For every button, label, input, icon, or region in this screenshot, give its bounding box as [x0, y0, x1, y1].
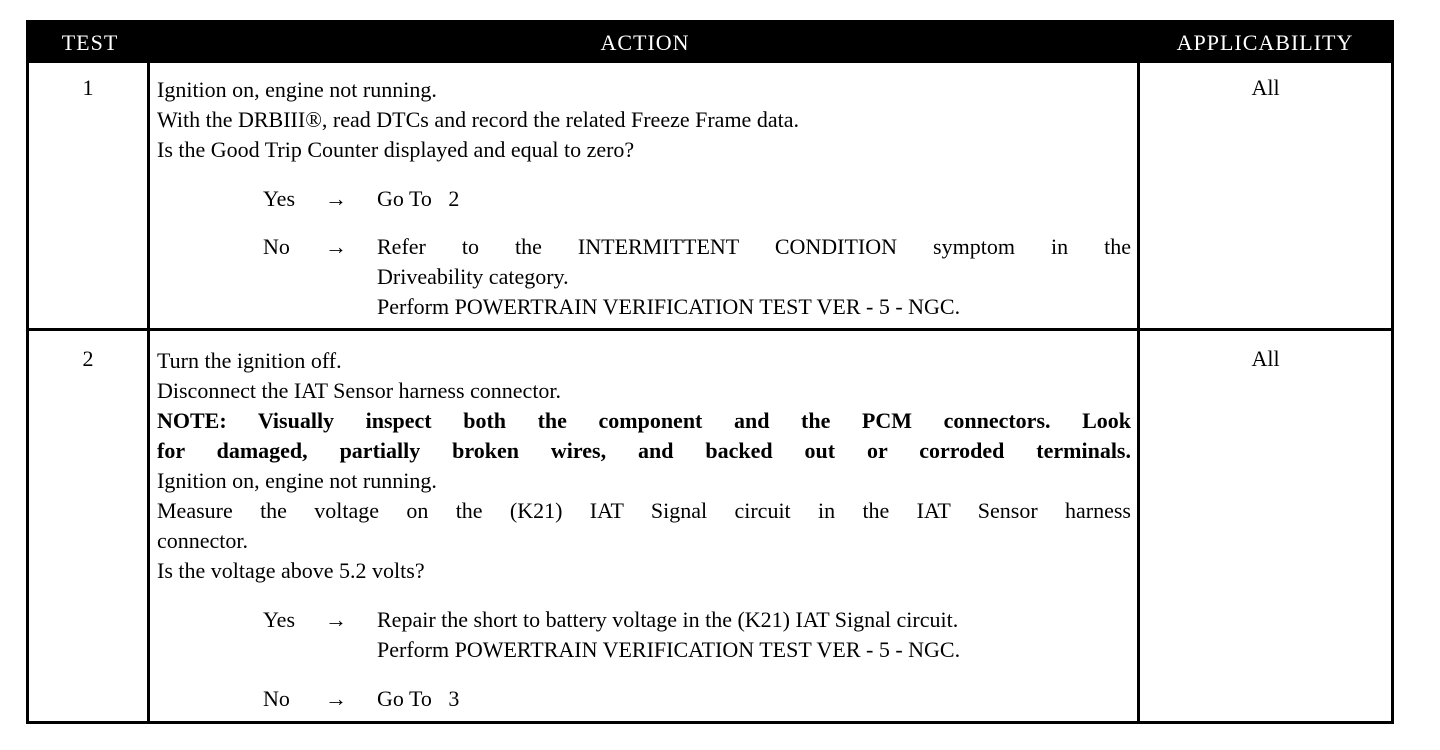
action-line: Ignition on, engine not running.	[157, 77, 437, 102]
action-line: Disconnect the IAT Sensor harness connector.	[157, 378, 562, 403]
arrow-icon: →	[325, 686, 347, 711]
branch-yes	[157, 605, 1131, 665]
action-line: Is the Good Trip Counter displayed and equal to zero?	[157, 137, 635, 162]
header-test: TEST	[61, 30, 119, 55]
branch-line: Driveability category.	[377, 264, 569, 289]
branch-no	[157, 684, 1131, 714]
table-header	[29, 23, 1391, 63]
branch-body	[377, 232, 1131, 322]
branch-yes	[157, 184, 1131, 214]
action-cell	[157, 75, 1131, 322]
action-line: Measure the voltage on the (K21) IAT Signal circuit in the IAT Sensor harness	[157, 498, 1131, 523]
action-line: Is the voltage above 5.2 volts?	[157, 558, 425, 583]
action-line: Turn the ignition off.	[157, 348, 342, 373]
branch-body	[377, 184, 1131, 214]
action-line: connector.	[157, 528, 249, 553]
action-line: Ignition on, engine not running.	[157, 468, 437, 493]
applicability-value: All	[1251, 75, 1280, 100]
branch-no	[157, 232, 1131, 322]
arrow-icon: →	[325, 607, 347, 632]
table-row	[29, 63, 1391, 331]
branch-body	[377, 605, 1131, 665]
branch-line: Perform POWERTRAIN VERIFICATION TEST VER - 5 - NGC.	[377, 294, 961, 319]
note-line: NOTE: Visually inspect both the component and the PCM connectors. Look	[157, 408, 1131, 433]
action-line: With the DRBIII®, read DTCs and record the related Freeze Frame data.	[157, 107, 799, 132]
branch-line: Go To 3	[377, 686, 460, 711]
arrow-icon: →	[325, 234, 347, 259]
branch-line: Refer to the INTERMITTENT CONDITION symptom in the	[377, 234, 1131, 259]
branch-label: Yes	[263, 186, 296, 211]
table-row	[29, 334, 1391, 724]
branch-line: Perform POWERTRAIN VERIFICATION TEST VER - 5 - NGC.	[377, 637, 961, 662]
arrow-icon: →	[325, 186, 347, 211]
branch-label: No	[263, 686, 290, 711]
test-number: 2	[82, 346, 94, 371]
header-applicability: APPLICABILITY	[1176, 30, 1354, 55]
applicability-value: All	[1251, 346, 1280, 371]
test-number: 1	[82, 75, 94, 100]
branch-line: Go To 2	[377, 186, 460, 211]
branch-label: No	[263, 234, 290, 259]
branch-body	[377, 684, 1131, 714]
action-cell	[157, 346, 1131, 714]
header-action: ACTION	[600, 30, 690, 55]
branch-line: Repair the short to battery voltage in the (K21) IAT Signal circuit.	[377, 607, 959, 632]
note-line: for damaged, partially broken wires, and backed out or corroded terminals.	[157, 438, 1131, 463]
branch-label: Yes	[263, 607, 296, 632]
diagnostic-test-table	[26, 20, 1394, 724]
